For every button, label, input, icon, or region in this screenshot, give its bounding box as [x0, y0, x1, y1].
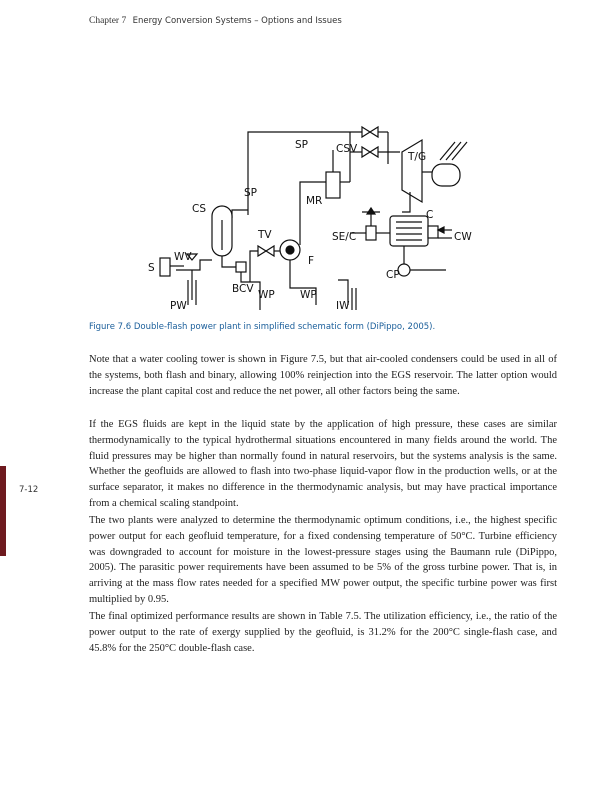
condenser	[390, 216, 428, 246]
csv-valve-2	[362, 147, 370, 157]
double-flash-schematic	[140, 120, 480, 315]
paragraph-results: The final optimized performance results are shown in Table 7.5. The utilization efficiency, i.e., the ratio of the power output to the rate of exergy supplied by the geofluid, is 31.2% for the 200°C single-flash case, and 45.8% for the 250°C double-flash case.	[89, 611, 557, 654]
moisture-remover	[326, 172, 340, 198]
csv-valve-1b	[370, 127, 378, 137]
condensate-pump	[398, 264, 410, 276]
label-bcv: BCV	[232, 283, 254, 295]
label-cw: CW	[454, 231, 472, 243]
label-wp-2: WP	[300, 289, 317, 301]
label-iw: IW	[336, 300, 350, 312]
cs-steam-line	[232, 210, 248, 218]
generator	[432, 164, 460, 186]
label-mr: MR	[306, 195, 323, 207]
csv-valve-2b	[370, 147, 378, 157]
label-tg: T/G	[408, 151, 427, 163]
label-pw: PW	[170, 300, 187, 312]
label-cs: CS	[192, 203, 206, 215]
silencer	[160, 258, 170, 276]
label-sp-top: SP	[295, 139, 308, 151]
steam-ejector	[366, 226, 376, 240]
label-sp-mid: SP	[244, 187, 257, 199]
turbine	[402, 140, 422, 202]
figure-caption: Figure 7.6 Double-flash power plant in simplified schematic form (DiPippo, 2005).	[89, 322, 436, 332]
label-wv: WV	[174, 251, 192, 263]
label-c: C	[426, 209, 434, 221]
chapter-label: Chapter 7	[89, 16, 127, 26]
label-f: F	[308, 255, 315, 267]
page-number: 7-12	[19, 485, 39, 495]
chapter-tab-bar	[0, 466, 6, 556]
csv-valve-1	[362, 127, 370, 137]
paragraph-egs-fluids: If the EGS fluids are kept in the liquid state by the application of high pressure, these cases are similar thermodynamically to the typical hydrothermal situations encountered in many fields around the world. The fluid pressures may be higher than normally found in natural reservoirs, but the systems analysis is the same. Whether the geofluids are allowed to flash into two-phase liquid-vapor flow in the production wells, or at the surface separator, it makes no difference in the thermodynamic analysis, but may have practical importance from a chemical scaling standpoint.	[89, 419, 557, 509]
paragraph-analysis: The two plants were analyzed to determine the thermodynamic optimum conditions, i.e., the highest specific power output for each geofluid temperature, for a fixed condensing temperature of 50°C. Turbine efficiency was downgraded to account for moisture in the lowest-pressure stages using the Baumann rule (DiPippo, 2005). The parasitic power requirements have been assumed to be 5% of the gross turbine power. That is, in arriving at the mass flow rates needed for a specified MW power output, the specific turbine power was first multiplied by 0.95.	[89, 515, 557, 605]
label-s: S	[148, 262, 155, 274]
paragraph-cooling: Note that a water cooling tower is shown in Figure 7.5, but that air-cooled condensers could be used in all of the systems, both flash and binary, allowing 100% reinjection into the EGS reservoir. The latter option would increase the plant capital cost and reduce the net power, all other factors being the same.	[89, 354, 557, 397]
chapter-title: Energy Conversion Systems – Options and Issues	[132, 16, 342, 26]
label-cp: CP	[386, 269, 400, 281]
label-wp-1: WP	[258, 289, 275, 301]
label-sec: SE/C	[332, 231, 357, 243]
label-csv: CSV	[336, 143, 358, 155]
ball-check-valve	[236, 262, 246, 272]
label-tv: TV	[258, 229, 272, 241]
running-header	[89, 16, 342, 26]
